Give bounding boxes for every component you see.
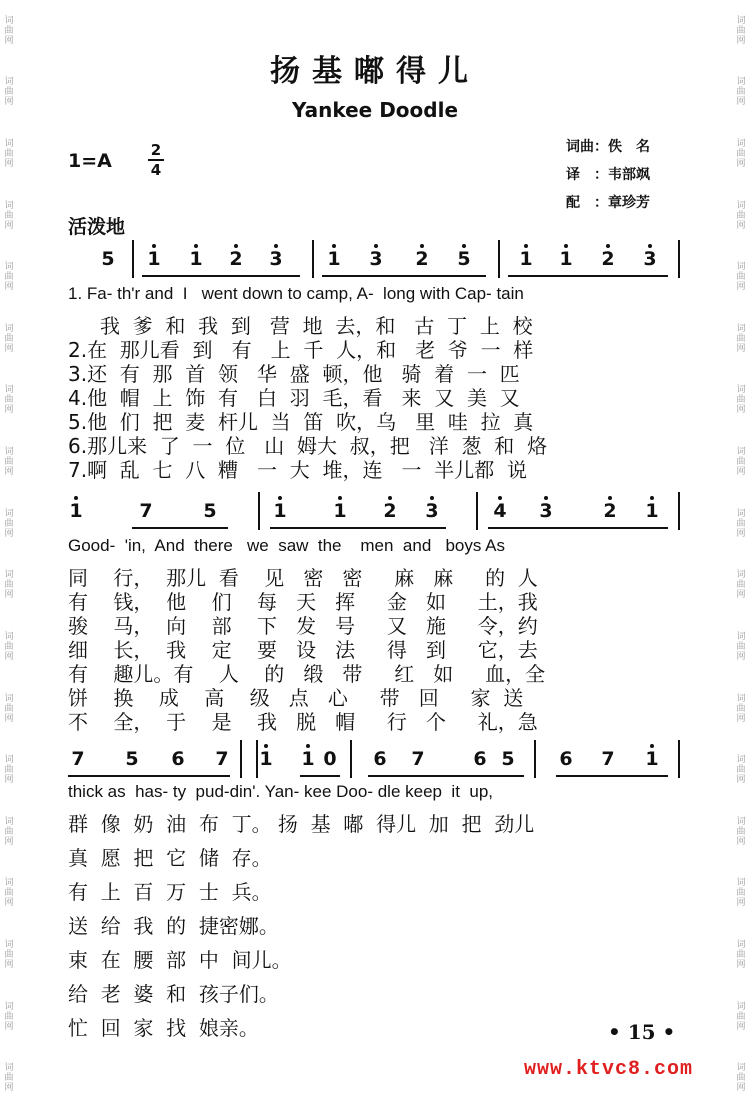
credit-lyrics-music: 词曲：佚 名	[566, 139, 650, 155]
watermark-glyph: 词 曲 网	[4, 77, 14, 108]
octave-dot	[462, 244, 466, 248]
note: 6	[559, 748, 573, 770]
watermark-glyph: 词 曲 网	[736, 15, 746, 46]
note: 1	[273, 500, 287, 522]
watermark-glyph: 词 曲 网	[4, 631, 14, 662]
note: 5	[501, 748, 515, 770]
note: 7	[215, 748, 229, 770]
watermark-glyph: 词 曲 网	[4, 15, 14, 46]
watermark-glyph: 词 曲 网	[736, 816, 746, 847]
rhythm-beam	[368, 775, 524, 777]
octave-dot	[564, 244, 568, 248]
octave-dot	[650, 496, 654, 500]
note: 2	[229, 248, 243, 270]
lyrics-chinese-verse: 2.在 那儿看 到 有 上 千 人，和 老 爷 一 样	[68, 338, 534, 362]
note: 4	[493, 500, 507, 522]
page-number: • 15 •	[608, 1020, 676, 1044]
lyrics-chinese-verse: 有 钱， 他 们 每 天 挥 金 如 土，我	[68, 590, 538, 614]
bar-line	[476, 492, 478, 530]
octave-dot	[74, 496, 78, 500]
lyrics-english: Good- 'in, And there we saw the men and boys As	[68, 536, 505, 555]
watermark-glyph: 词 曲 网	[736, 631, 746, 662]
rhythm-beam	[322, 275, 486, 277]
octave-dot	[306, 744, 310, 748]
left-watermark-column	[2, 0, 16, 1109]
bar-line	[240, 740, 242, 778]
octave-dot	[234, 244, 238, 248]
note: 1	[147, 248, 161, 270]
note: 3	[539, 500, 553, 522]
octave-dot	[420, 244, 424, 248]
lyrics-chinese-verse: 不 全， 于 是 我 脱 帽 行 个 礼，急	[68, 710, 538, 734]
lyrics-english: 1. Fa- th'r and I went down to camp, A- long with Cap- tain	[68, 284, 524, 303]
octave-dot	[152, 244, 156, 248]
watermark-glyph: 词 曲 网	[736, 447, 746, 478]
note: 1	[189, 248, 203, 270]
note: 2	[415, 248, 429, 270]
rhythm-beam	[132, 527, 228, 529]
octave-dot	[648, 244, 652, 248]
note: 7	[139, 500, 153, 522]
note: 6	[473, 748, 487, 770]
lyrics-chinese-verse: 束 在 腰 部 中 间儿。	[68, 948, 292, 972]
rhythm-beam	[142, 275, 300, 277]
octave-dot	[278, 496, 282, 500]
note: 2	[383, 500, 397, 522]
rhythm-beam	[68, 775, 230, 777]
watermark-glyph: 词 曲 网	[736, 262, 746, 293]
lyrics-chinese-verse: 6.那儿来 了 一 位 山 姆大 叔，把 洋 葱 和 烙	[68, 434, 547, 458]
watermark-glyph: 词 曲 网	[4, 816, 14, 847]
note: 1	[645, 500, 659, 522]
watermark-glyph: 词 曲 网	[736, 77, 746, 108]
rhythm-beam	[488, 527, 668, 529]
note: 0	[323, 748, 337, 770]
lyrics-chinese-verse: 有 趣儿。有 人 的 缎 带 红 如 血，全	[68, 662, 546, 686]
watermark-glyph: 词 曲 网	[4, 878, 14, 909]
octave-dot	[608, 496, 612, 500]
watermark-glyph: 词 曲 网	[736, 570, 746, 601]
site-watermark: www.ktvc8.com	[524, 1058, 694, 1081]
note: 7	[601, 748, 615, 770]
watermark-glyph: 词 曲 网	[736, 693, 746, 724]
lyrics-chinese-verse: 送 给 我 的 捷密娜。	[68, 914, 279, 938]
watermark-glyph: 词 曲 网	[736, 139, 746, 170]
watermark-glyph: 词 曲 网	[736, 200, 746, 231]
credit-translator: 译 ：韦部飒	[566, 167, 650, 183]
octave-dot	[650, 744, 654, 748]
credit-arranger: 配 ：章珍芳	[566, 195, 650, 211]
watermark-glyph: 词 曲 网	[4, 1063, 14, 1094]
watermark-glyph: 词 曲 网	[736, 1063, 746, 1094]
lyrics-chinese-verse: 饼 换 成 高 级 点 心 带 回 家 送	[68, 686, 524, 710]
bar-line	[258, 492, 260, 530]
watermark-glyph: 词 曲 网	[736, 323, 746, 354]
octave-dot	[274, 244, 278, 248]
note: 1	[333, 500, 347, 522]
note: 1	[259, 748, 273, 770]
watermark-glyph: 词 曲 网	[4, 1001, 14, 1032]
octave-dot	[498, 496, 502, 500]
watermark-glyph: 词 曲 网	[4, 570, 14, 601]
note: 3	[425, 500, 439, 522]
rhythm-beam	[508, 275, 668, 277]
watermark-glyph: 词 曲 网	[4, 693, 14, 724]
watermark-glyph: 词 曲 网	[4, 323, 14, 354]
note: 2	[601, 248, 615, 270]
note: 3	[269, 248, 283, 270]
time-sig-bottom: 4	[150, 161, 162, 179]
octave-dot	[524, 244, 528, 248]
watermark-glyph: 词 曲 网	[736, 755, 746, 786]
lyrics-chinese-verse: 有 上 百 万 士 兵。	[68, 880, 272, 904]
note: 1	[301, 748, 315, 770]
watermark-glyph: 词 曲 网	[736, 385, 746, 416]
octave-dot	[264, 744, 268, 748]
octave-dot	[388, 496, 392, 500]
octave-dot	[194, 244, 198, 248]
note: 1	[645, 748, 659, 770]
lyrics-chinese-verse: 骏 马， 向 部 下 发 号 又 施 令，约	[68, 614, 538, 638]
watermark-glyph: 词 曲 网	[4, 755, 14, 786]
lyrics-chinese-verse: 真 愿 把 它 储 存。	[68, 846, 272, 870]
watermark-glyph: 词 曲 网	[4, 262, 14, 293]
watermark-glyph: 词 曲 网	[736, 508, 746, 539]
bar-line	[312, 240, 314, 278]
watermark-glyph: 词 曲 网	[4, 508, 14, 539]
octave-dot	[338, 496, 342, 500]
rhythm-beam	[556, 775, 668, 777]
note: 5	[203, 500, 217, 522]
note: 3	[369, 248, 383, 270]
watermark-glyph: 词 曲 网	[736, 939, 746, 970]
bar-line	[678, 240, 680, 278]
lyrics-chinese-verse: 3.还 有 那 首 领 华 盛 顿，他 骑 着 一 匹	[68, 362, 520, 386]
bar-line	[534, 740, 536, 778]
octave-dot	[430, 496, 434, 500]
lyrics-chinese-verse: 群 像 奶 油 布 丁。 扬 基 嘟 得儿 加 把 劲儿	[68, 812, 535, 836]
tempo-marking: 活泼地	[68, 216, 126, 238]
watermark-glyph: 词 曲 网	[4, 200, 14, 231]
lyrics-english: thick as has- ty pud-din'. Yan- kee Doo- dle keep it up,	[68, 782, 494, 801]
watermark-glyph: 词 曲 网	[4, 385, 14, 416]
note: 2	[603, 500, 617, 522]
lyrics-chinese-verse: 细 长， 我 定 要 设 法 得 到 它，去	[68, 638, 538, 662]
octave-dot	[606, 244, 610, 248]
lyrics-chinese-verse: 5.他 们 把 麦 杆儿 当 笛 吹，乌 里 哇 拉 真	[68, 410, 534, 434]
bar-line	[256, 740, 258, 778]
note: 5	[457, 248, 471, 270]
time-signature	[148, 142, 164, 178]
lyrics-chinese-verse: 7.啊 乱 七 八 糟 一 大 堆，连 一 半儿都 说	[68, 458, 527, 482]
note: 5	[125, 748, 139, 770]
note: 6	[171, 748, 185, 770]
note: 5	[101, 248, 115, 270]
song-title: 扬基嘟得儿	[270, 54, 480, 89]
key-signature: 1=A	[68, 150, 112, 172]
right-watermark-column	[734, 0, 748, 1109]
rhythm-beam	[300, 775, 340, 777]
note: 7	[411, 748, 425, 770]
note: 1	[327, 248, 341, 270]
bar-line	[350, 740, 352, 778]
octave-dot	[374, 244, 378, 248]
watermark-glyph: 词 曲 网	[4, 939, 14, 970]
octave-dot	[332, 244, 336, 248]
time-sig-top: 2	[150, 141, 162, 159]
bar-line	[678, 740, 680, 778]
bar-line	[132, 240, 134, 278]
note: 6	[373, 748, 387, 770]
bar-line	[678, 492, 680, 530]
watermark-glyph: 词 曲 网	[4, 447, 14, 478]
lyrics-chinese-verse: 4.他 帽 上 饰 有 白 羽 毛，看 来 又 美 又	[68, 386, 520, 410]
octave-dot	[544, 496, 548, 500]
lyrics-chinese-verse: 同 行， 那儿 看 见 密 密 麻 麻 的 人	[68, 566, 538, 590]
note: 7	[71, 748, 85, 770]
note: 1	[519, 248, 533, 270]
note: 1	[69, 500, 83, 522]
rhythm-beam	[270, 527, 446, 529]
watermark-glyph: 词 曲 网	[736, 878, 746, 909]
lyrics-chinese-verse: 给 老 婆 和 孩子们。	[68, 982, 279, 1006]
lyrics-chinese-verse: 忙 回 家 找 娘亲。	[68, 1016, 259, 1040]
note: 3	[643, 248, 657, 270]
note: 1	[559, 248, 573, 270]
bar-line	[498, 240, 500, 278]
song-subtitle: Yankee Doodle	[291, 98, 459, 122]
watermark-glyph: 词 曲 网	[736, 1001, 746, 1032]
watermark-glyph: 词 曲 网	[4, 139, 14, 170]
lyrics-chinese-verse: 我 爹 和 我 到 营 地 去，和 古 丁 上 校	[100, 314, 533, 338]
